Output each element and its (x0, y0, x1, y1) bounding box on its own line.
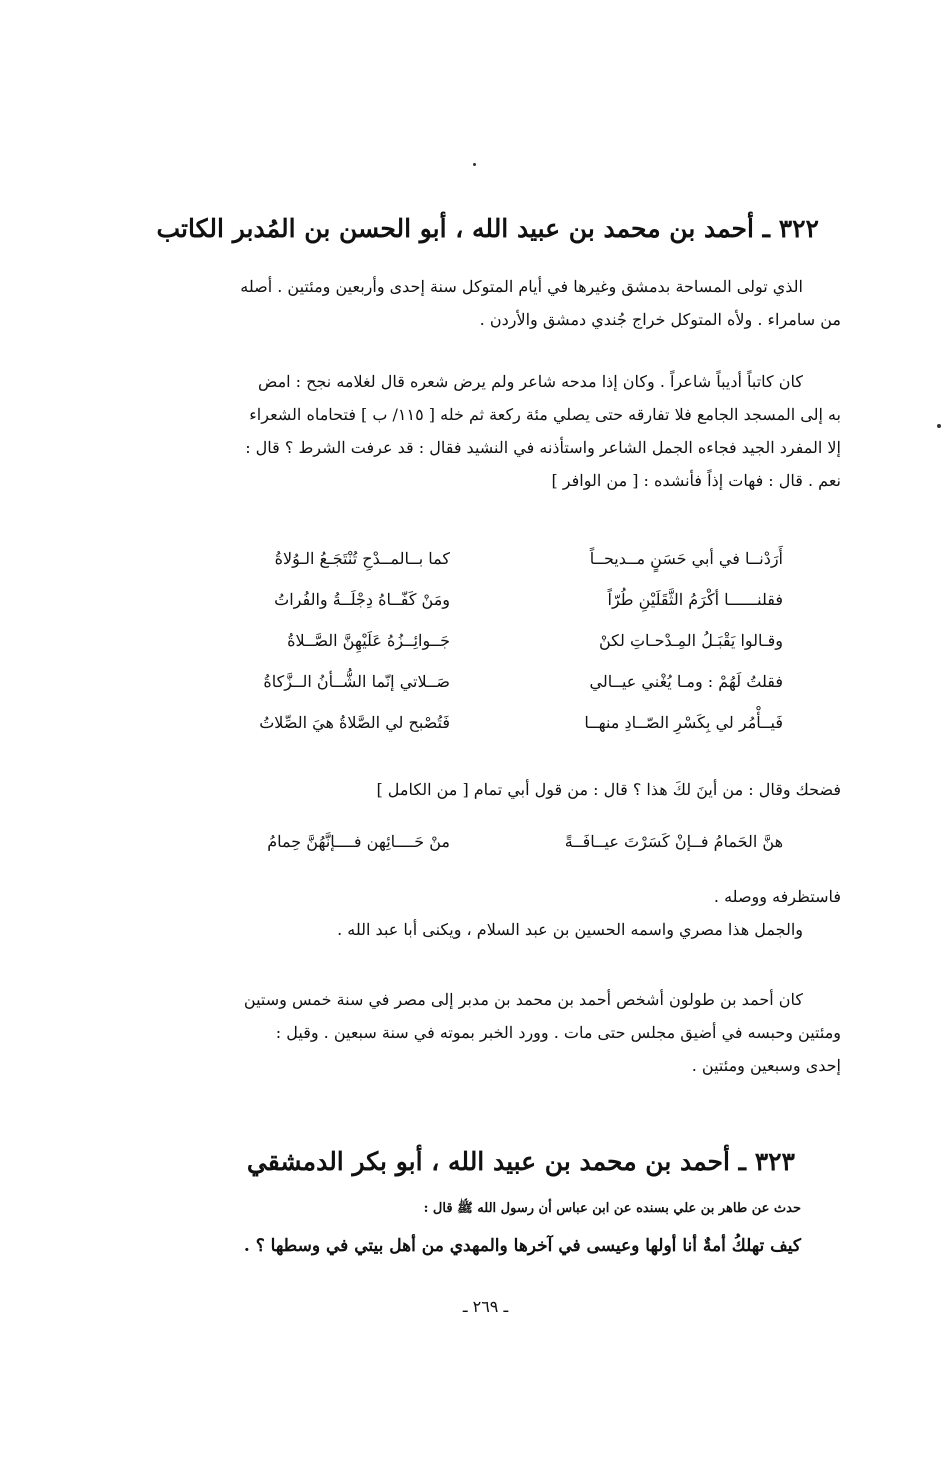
poem-verse (150, 579, 783, 620)
entry-322-anecdote (130, 365, 841, 497)
verse-second-hemistich: فَتُصْبح لي الصَّلاةُ هيَ الصِّلاتُ (259, 713, 450, 732)
paragraph-line: إلا المفرد الجيد فجاءه الجمل الشاعر واستأذنه في النشيد فقال : قد عرفت الشرط ؟ قال : (245, 438, 841, 457)
ink-speck (937, 424, 941, 428)
entry-323-hadith: كيف تهلكُ أمةٌ أنا أولها وعيسى في آخرها والمهدي من أهل بيتي في وسطها ؟ . (243, 1236, 801, 1256)
paragraph-line: كان أحمد بن طولون أشخص أحمد بن محمد بن مدبر إلى مصر في سنة خمس وستين (243, 990, 803, 1009)
paragraph-line: من سامراء . ولأه المتوكل خراج جُندي دمشق والأردن . (479, 310, 841, 329)
poem-verse (150, 538, 783, 579)
page-number: ـ ٢٦٩ ـ (462, 1297, 509, 1316)
verse-first-hemistich: فقلتُ لَهُمْ : ومـا يُغْني عيــالي (589, 672, 783, 691)
entry-322-biography (130, 270, 841, 336)
verse-second-hemistich: منْ حَــــائِهن فــــإنَّهُنَّ حِمامُ (267, 832, 450, 851)
paragraph-line: والجمل هذا مصري واسمه الحسين بن عبد السلام ، ويكنى أبا عبد الله . (337, 920, 803, 939)
verse-second-hemistich: جَــوائِــزُهُ عَلَيْهِنَّ الصَّــلاةُ (287, 631, 450, 650)
paragraph-line: ومئتين وحبسه في أضيق مجلس حتى مات . وورد الخبر بموته في سنة سبعين . وقيل : (275, 1023, 841, 1042)
poem-verse (150, 620, 783, 661)
entry-323-title: ٣٢٣ ـ أحمد بن محمد بن عبيد الله ، أبو بكر الدمشقي (246, 1147, 795, 1176)
entry-322-title: ٣٢٢ ـ أحمد بن محمد بن عبيد الله ، أبو الحسن بن المُدبر الكاتب (156, 214, 819, 243)
paragraph-line: فاستظرفه ووصله . (713, 887, 841, 906)
paragraph-line: إحدى وسبعين ومئتين . (691, 1056, 841, 1075)
paragraph-line: الذي تولى المساحة بدمشق وغيرها في أيام المتوكل سنة إحدى وأربعين ومئتين . أصله (240, 277, 803, 296)
verse-second-hemistich: صَــلاتي إنّما الشُّــأنُ الــزَّكاةُ (263, 672, 450, 691)
verse-first-hemistich: أَرَدْنــا في أبي حَسَنٍ مــديحــاً (589, 549, 783, 568)
verse-second-hemistich: ومَنْ كَفّــاهُ دِجْلَــةُ والفُراتُ (274, 590, 450, 609)
paragraph-line: نعم . قال : فهات إذاً فأنشده : [ من الوافر ] (551, 471, 841, 490)
entry-322-death (130, 983, 841, 1082)
paragraph-line: فضحك وقال : من أينَ لكَ هذا ؟ قال : من قول أبي تمام [ من الكامل ] (376, 780, 841, 799)
poem-verse (150, 821, 783, 862)
entry-322-conclusion (130, 880, 841, 946)
verse-first-hemistich: فَيــأْمُر لي بِكَسْرِ الصّــادِ منهــا (584, 713, 783, 732)
verse-first-hemistich: فقلنــــــا أكْرَمُ الثَّقَلَيْنِ طُرّاً (607, 590, 783, 609)
poem-kamil (150, 821, 783, 862)
entry-323-isnad: حدث عن طاهر بن علي بسنده عن ابن عباس أن رسول الله ﷺ قال : (423, 1201, 801, 1216)
book-page (130, 0, 841, 1476)
poem-wafir (150, 538, 783, 743)
entry-322-response (130, 773, 841, 806)
verse-first-hemistich: هنَّ الحَمامُ فــإنْ كَسَرْتَ عيــافَــةً (564, 832, 783, 851)
poem-verse (150, 702, 783, 743)
paragraph-line: به إلى المسجد الجامع فلا تفارقه حتى يصلي مئة ركعة ثم خله [ ١١٥/ ب ] فتحاماه الشعراء (249, 405, 841, 424)
verse-second-hemistich: كما بــالمــدْحِ تُنْتَجَـعُ الـوُلاةُ (274, 549, 450, 568)
paragraph-line: كان كاتباً أديباً شاعراً . وكان إذا مدحه شاعر ولم يرض شعره قال لغلامه نجح : امض (257, 372, 803, 391)
verse-first-hemistich: وقـالوا يَقْبَـلُ المِـدْحـاتِ لكنْ (598, 631, 783, 650)
poem-verse (150, 661, 783, 702)
